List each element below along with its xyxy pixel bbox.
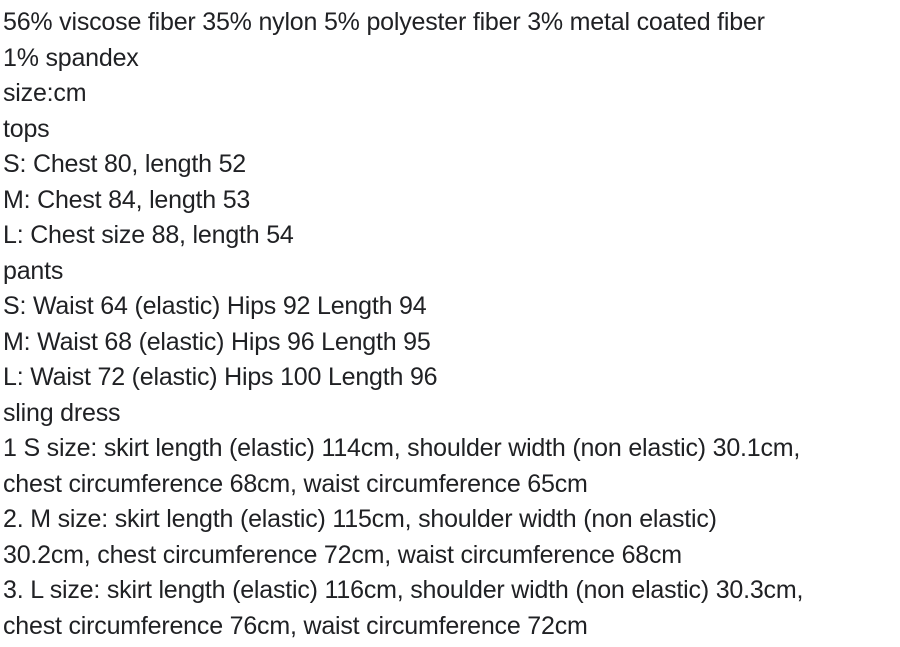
text-line-pants-m: M: Waist 68 (elastic) Hips 96 Length 95 bbox=[3, 327, 431, 356]
text-line-dress-s-2: chest circumference 68cm, waist circumference 65cm bbox=[3, 469, 588, 498]
text-line-pants-l: L: Waist 72 (elastic) Hips 100 Length 96 bbox=[3, 363, 438, 391]
text-line-pants-s: S: Waist 64 (elastic) Hips 92 Length 94 bbox=[3, 292, 427, 320]
text-line-sling-dress-heading: sling dress bbox=[3, 398, 121, 427]
text-line-dress-l-1: 3. L size: skirt length (elastic) 116cm, shoulder width (non elastic) 30.3cm, bbox=[3, 576, 804, 604]
text-line-pants-heading: pants bbox=[3, 256, 64, 285]
text-line-size-unit: size:cm bbox=[3, 79, 87, 107]
text-line-material-1: 56% viscose fiber 35% nylon 5% polyester fiber 3% metal coated fiber bbox=[3, 8, 765, 36]
text-line-tops-heading: tops bbox=[3, 114, 50, 143]
text-line-tops-l: L: Chest size 88, length 54 bbox=[3, 221, 294, 249]
text-line-dress-m-2: 30.2cm, chest circumference 72cm, waist circumference 68cm bbox=[3, 540, 682, 569]
text-line-dress-l-2: chest circumference 76cm, waist circumference 72cm bbox=[3, 611, 588, 640]
text-line-dress-m-1: 2. M size: skirt length (elastic) 115cm, shoulder width (non elastic) bbox=[3, 505, 717, 533]
text-line-dress-s-1: 1 S size: skirt length (elastic) 114cm, shoulder width (non elastic) 30.1cm, bbox=[3, 434, 801, 462]
text-line-tops-s: S: Chest 80, length 52 bbox=[3, 150, 246, 178]
text-line-material-2: 1% spandex bbox=[3, 43, 139, 72]
text-line-tops-m: M: Chest 84, length 53 bbox=[3, 185, 251, 214]
